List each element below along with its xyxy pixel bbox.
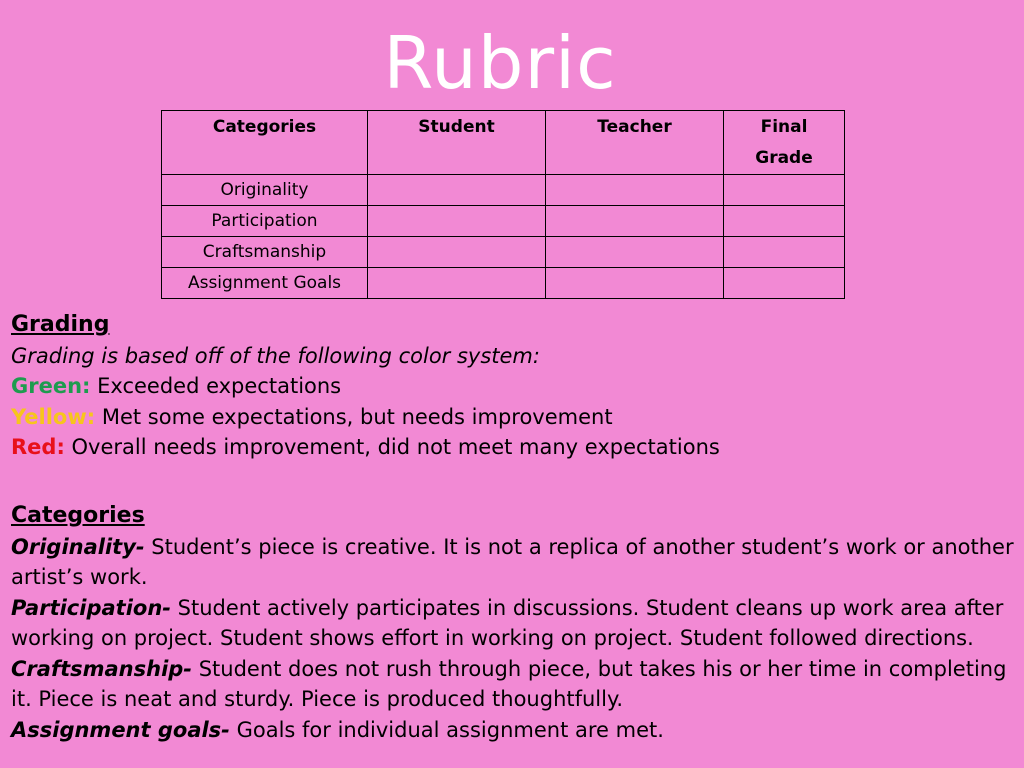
green-label: Green:: [11, 374, 91, 398]
grading-heading: Grading: [11, 312, 110, 337]
final-grade-cell: [724, 237, 845, 268]
teacher-cell: [546, 237, 724, 268]
row-label-assignment-goals: Assignment Goals: [162, 268, 368, 299]
red-text: Overall needs improvement, did not meet many expectations: [64, 435, 720, 459]
final-grade-cell: [724, 175, 845, 206]
category-description: Student’s piece is creative. It is not a replica of another student’s work or another artist’s work.: [11, 534, 1014, 589]
table-row: [162, 175, 845, 206]
column-header-teacher: Teacher: [546, 111, 724, 175]
table-header-row: [162, 111, 845, 175]
grading-level-yellow: [11, 402, 1016, 433]
category-participation: [11, 593, 1016, 654]
category-term: Craftsmanship-: [11, 656, 193, 681]
category-assignment-goals: [11, 715, 1016, 746]
category-term: Assignment goals-: [11, 717, 230, 742]
column-header-final-grade: [724, 111, 845, 175]
student-cell: [368, 175, 546, 206]
category-term: Participation-: [11, 595, 171, 620]
grading-section: [11, 310, 1016, 463]
table-row: [162, 268, 845, 299]
teacher-cell: [546, 175, 724, 206]
red-label: Red:: [11, 435, 65, 459]
category-term: Originality-: [11, 534, 145, 559]
row-label-craftsmanship: Craftsmanship: [162, 237, 368, 268]
category-originality: [11, 532, 1016, 593]
teacher-cell: [546, 268, 724, 299]
teacher-cell: [546, 206, 724, 237]
page-title: Rubric: [383, 21, 617, 105]
grading-intro: Grading is based off of the following color system:: [11, 343, 540, 368]
final-grade-line2: Grade: [755, 148, 813, 168]
table-row: [162, 206, 845, 237]
final-grade-cell: [724, 206, 845, 237]
row-label-participation: Participation: [162, 206, 368, 237]
yellow-label: Yellow:: [11, 404, 96, 429]
grading-level-red: [11, 432, 1016, 463]
categories-section: [11, 501, 1016, 745]
row-label-originality: Originality: [162, 175, 368, 206]
grading-level-green: [11, 371, 1016, 402]
column-header-categories: Categories: [162, 111, 368, 175]
column-header-student: Student: [368, 111, 546, 175]
rubric-table: [161, 110, 845, 299]
final-grade-cell: [724, 268, 845, 299]
green-text: Exceeded expectations: [90, 374, 342, 398]
table-row: [162, 237, 845, 268]
category-description: Goals for individual assignment are met.: [229, 717, 664, 742]
category-craftsmanship: [11, 654, 1016, 715]
student-cell: [368, 206, 546, 237]
category-description: Student does not rush through piece, but takes his or her time in completing it. Piece is neat and sturdy. Piece is produced thoughtfully.: [11, 656, 1007, 711]
categories-heading: Categories: [11, 503, 145, 528]
final-grade-line1: Final: [760, 117, 808, 137]
student-cell: [368, 237, 546, 268]
student-cell: [368, 268, 546, 299]
yellow-text: Met some expectations, but needs improvement: [95, 404, 613, 429]
category-description: Student actively participates in discussions. Student cleans up work area after working on project. Student shows effort in working on project. Student followed directions.: [11, 595, 1004, 650]
